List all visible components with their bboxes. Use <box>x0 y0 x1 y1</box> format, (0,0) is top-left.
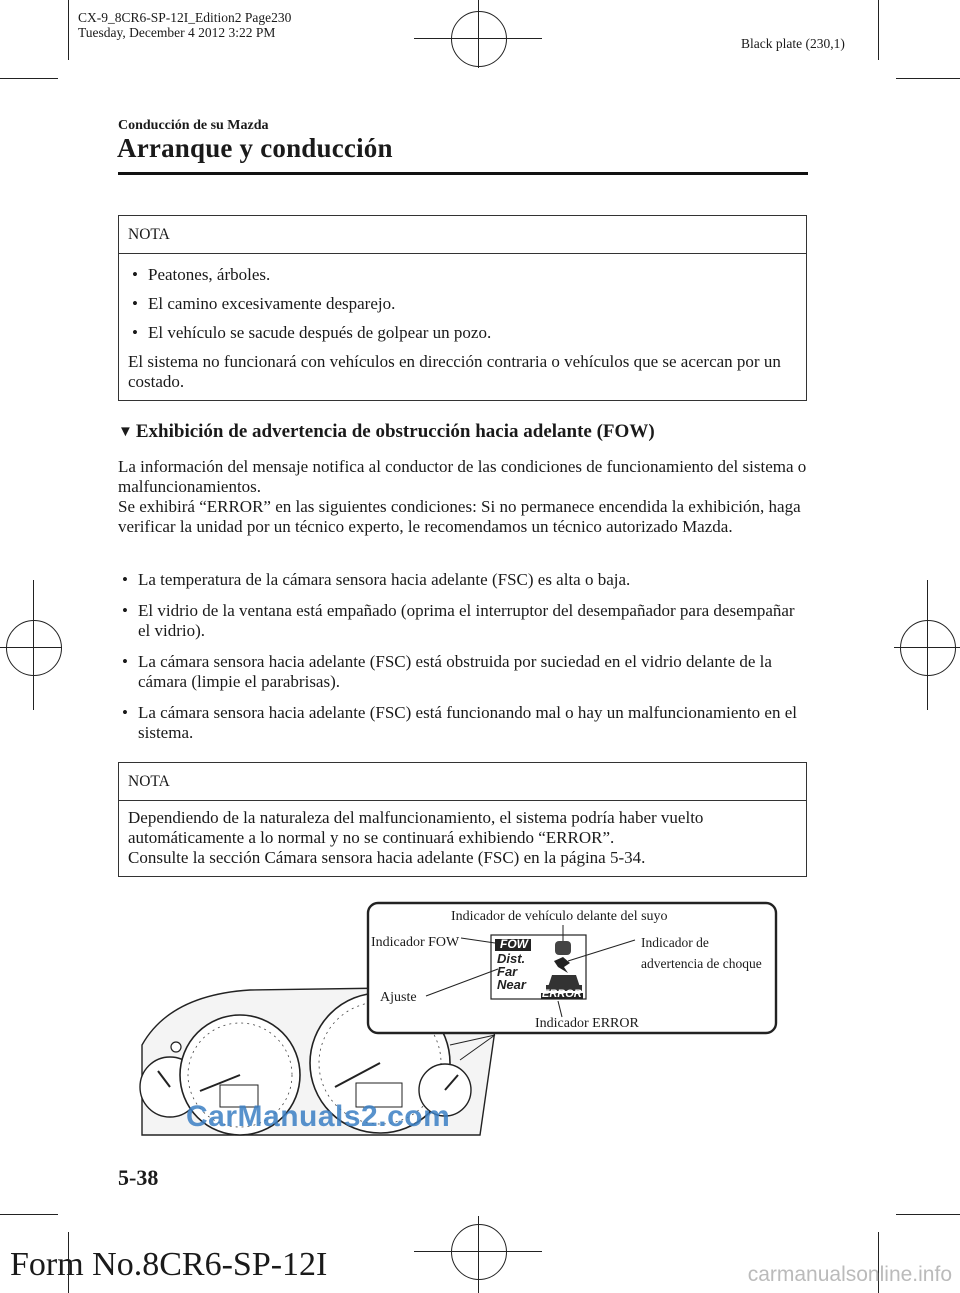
print-timestamp: Tuesday, December 4 2012 3:22 PM <box>78 25 276 40</box>
gauge-button-icon <box>171 1042 181 1052</box>
registration-line <box>0 647 62 648</box>
crop-mark <box>878 0 879 60</box>
chapter-title: Arranque y conducción <box>117 133 393 163</box>
display-error-text: ERROR <box>542 988 582 1000</box>
note-box-1 <box>118 215 807 401</box>
note-paragraph: El sistema no funcionará con vehículos en dirección contraria o vehículos que se acercan por un costado. <box>128 352 781 391</box>
display-dist-text: Dist. <box>497 951 526 966</box>
print-job-id: CX-9_8CR6-SP-12I_Edition2 Page230 <box>78 10 292 25</box>
triangle-marker-icon: ▼ <box>118 424 133 440</box>
plate-label: Black plate (230,1) <box>741 36 845 51</box>
intro-paragraph: Se exhibirá “ERROR” en las siguientes condiciones: Si no permanece encendida la exhibición, haga verificar la unidad por un técnico experto, le recomendamos un técnico autorizado Mazda. <box>118 497 801 536</box>
conditions-list <box>118 570 807 743</box>
section-heading-text: Exhibición de advertencia de obstrucción hacia adelante (FOW) <box>135 421 655 442</box>
display-near-text: Near <box>497 977 526 992</box>
list-item: • La cámara sensora hacia adelante (FSC) está obstruida por suciedad en el vidrio delante de la cámara (limpie el parabrisas). <box>118 652 807 692</box>
form-number: Form No.8CR6-SP-12I <box>10 1246 328 1283</box>
note-title: NOTA <box>119 216 806 254</box>
site-url: carmanualsonline.info <box>747 1263 952 1286</box>
display-far-text: Far <box>497 964 518 979</box>
crop-mark <box>896 78 960 79</box>
registration-line <box>33 580 34 710</box>
note-paragraph: Consulte la sección Cámara sensora hacia adelante (FSC) en la página 5-34. <box>128 848 646 867</box>
crop-mark <box>0 1214 58 1215</box>
note-paragraph: Dependiendo de la naturaleza del malfuncionamiento, el sistema podría haber vuelto automáticamente a lo normal y no se continuará exhibiendo “ERROR”. <box>128 808 704 847</box>
crop-mark <box>896 1214 960 1215</box>
page-number: 5-38 <box>118 1165 159 1190</box>
label-collision-line1: Indicador de <box>641 935 709 950</box>
crop-mark <box>68 0 69 60</box>
label-error: Indicador ERROR <box>535 1016 639 1031</box>
header-rule <box>118 172 808 175</box>
label-vehicle-ahead: Indicador de vehículo delante del suyo <box>451 909 668 924</box>
display-fow-text: FOW <box>500 937 528 951</box>
label-collision-line2: advertencia de choque <box>641 956 762 971</box>
registration-line <box>478 0 479 68</box>
intro-paragraph: La información del mensaje notifica al conductor de las condiciones de funcionamiento del sistema o malfuncionamientos. <box>118 457 807 496</box>
list-item: • La temperatura de la cámara sensora hacia adelante (FSC) es alta o baja. <box>118 570 807 590</box>
registration-line <box>478 1216 479 1293</box>
label-collision-warning <box>641 932 762 974</box>
note-bullet: • Peatones, árboles. <box>128 265 797 285</box>
list-item: • El vidrio de la ventana está empañado (oprima el interruptor del desempañador para desempañar el vidrio). <box>118 601 807 641</box>
crop-mark <box>0 78 58 79</box>
registration-line <box>927 580 928 710</box>
watermark-logo: CarManuals2.com <box>186 1100 451 1133</box>
note-bullet: • El camino excesivamente desparejo. <box>128 294 797 314</box>
note-box-2 <box>118 762 807 877</box>
note-title: NOTA <box>119 763 806 801</box>
label-ajuste: Ajuste <box>380 990 417 1005</box>
note-bullet: • El vehículo se sacude después de golpear un pozo. <box>128 323 797 343</box>
section-heading <box>118 421 655 443</box>
list-item: • La cámara sensora hacia adelante (FSC) está funcionando mal o hay un malfuncionamiento en el sistema. <box>118 703 807 743</box>
intro-text <box>118 457 807 537</box>
label-fow: Indicador FOW <box>371 935 460 950</box>
vehicle-ahead-icon <box>555 941 571 955</box>
section-label: Conducción de su Mazda <box>118 118 269 133</box>
